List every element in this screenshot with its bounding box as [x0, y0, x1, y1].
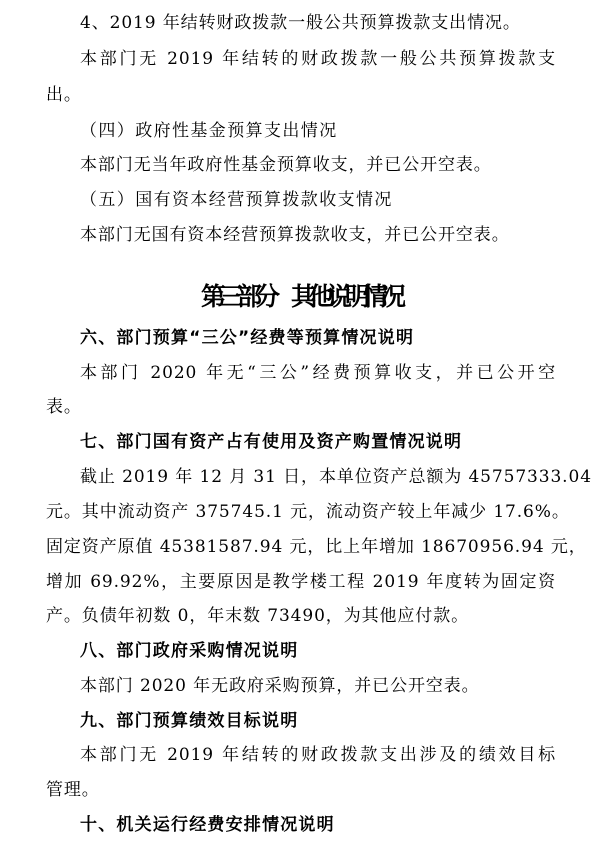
part-3-title: 第三部分 其他说明情况	[200, 282, 399, 311]
section-9-heading: 九、部门预算绩效目标说明	[80, 711, 299, 731]
section-4-paragraph: 本部门无当年政府性基金预算收支，并已公开空表。	[80, 155, 492, 175]
section-5-heading: （五）国有资本经营预算拨款收支情况	[80, 190, 393, 210]
section-6-paragraph-line-1: 本部门 2020 年无“三公”经费预算收支，并已公开空	[80, 363, 556, 383]
section-5-paragraph: 本部门无国有资本经营预算拨款收支，并已公开空表。	[80, 225, 510, 245]
section-7-paragraph-line-5: 产。负债年初数 0，年末数 73490，为其他应付款。	[46, 606, 470, 626]
section-7-paragraph-line-2: 元。其中流动资产 375745.1 元，流动资产较上年减少 17.6%。	[46, 502, 570, 522]
item4-paragraph-line-1: 本部门无 2019 年结转的财政拨款一般公共预算拨款支	[80, 49, 556, 69]
section-7-heading: 七、部门国有资产占有使用及资产购置情况说明	[80, 432, 463, 452]
section-4-heading: （四）政府性基金预算支出情况	[80, 121, 338, 141]
section-7-paragraph-line-1: 截止 2019 年 12 月 31 日，本单位资产总额为 45757333.04	[80, 467, 592, 487]
section-10-heading: 十、机关运行经费安排情况说明	[80, 815, 335, 835]
section-7-paragraph-line-4: 增加 69.92%，主要原因是教学楼工程 2019 年度转为固定资	[46, 572, 556, 592]
section-6-paragraph-line-2: 表。	[46, 397, 82, 417]
section-6-heading: 六、部门预算“三公”经费等预算情况说明	[80, 328, 415, 348]
section-7-paragraph-line-3: 固定资产原值 45381587.94 元，比上年增加 18670956.94 元，	[46, 537, 587, 557]
section-8-paragraph: 本部门 2020 年无政府采购预算，并已公开空表。	[80, 676, 480, 696]
item4-paragraph-line-2: 出。	[46, 85, 82, 105]
item4-heading: 4、2019 年结转财政拨款一般公共预算拨款支出情况。	[80, 13, 521, 33]
section-8-heading: 八、部门政府采购情况说明	[80, 641, 299, 661]
section-9-paragraph-line-1: 本部门无 2019 年结转的财政拨款支出涉及的绩效目标	[80, 745, 556, 765]
section-9-paragraph-line-2: 管理。	[46, 780, 100, 800]
